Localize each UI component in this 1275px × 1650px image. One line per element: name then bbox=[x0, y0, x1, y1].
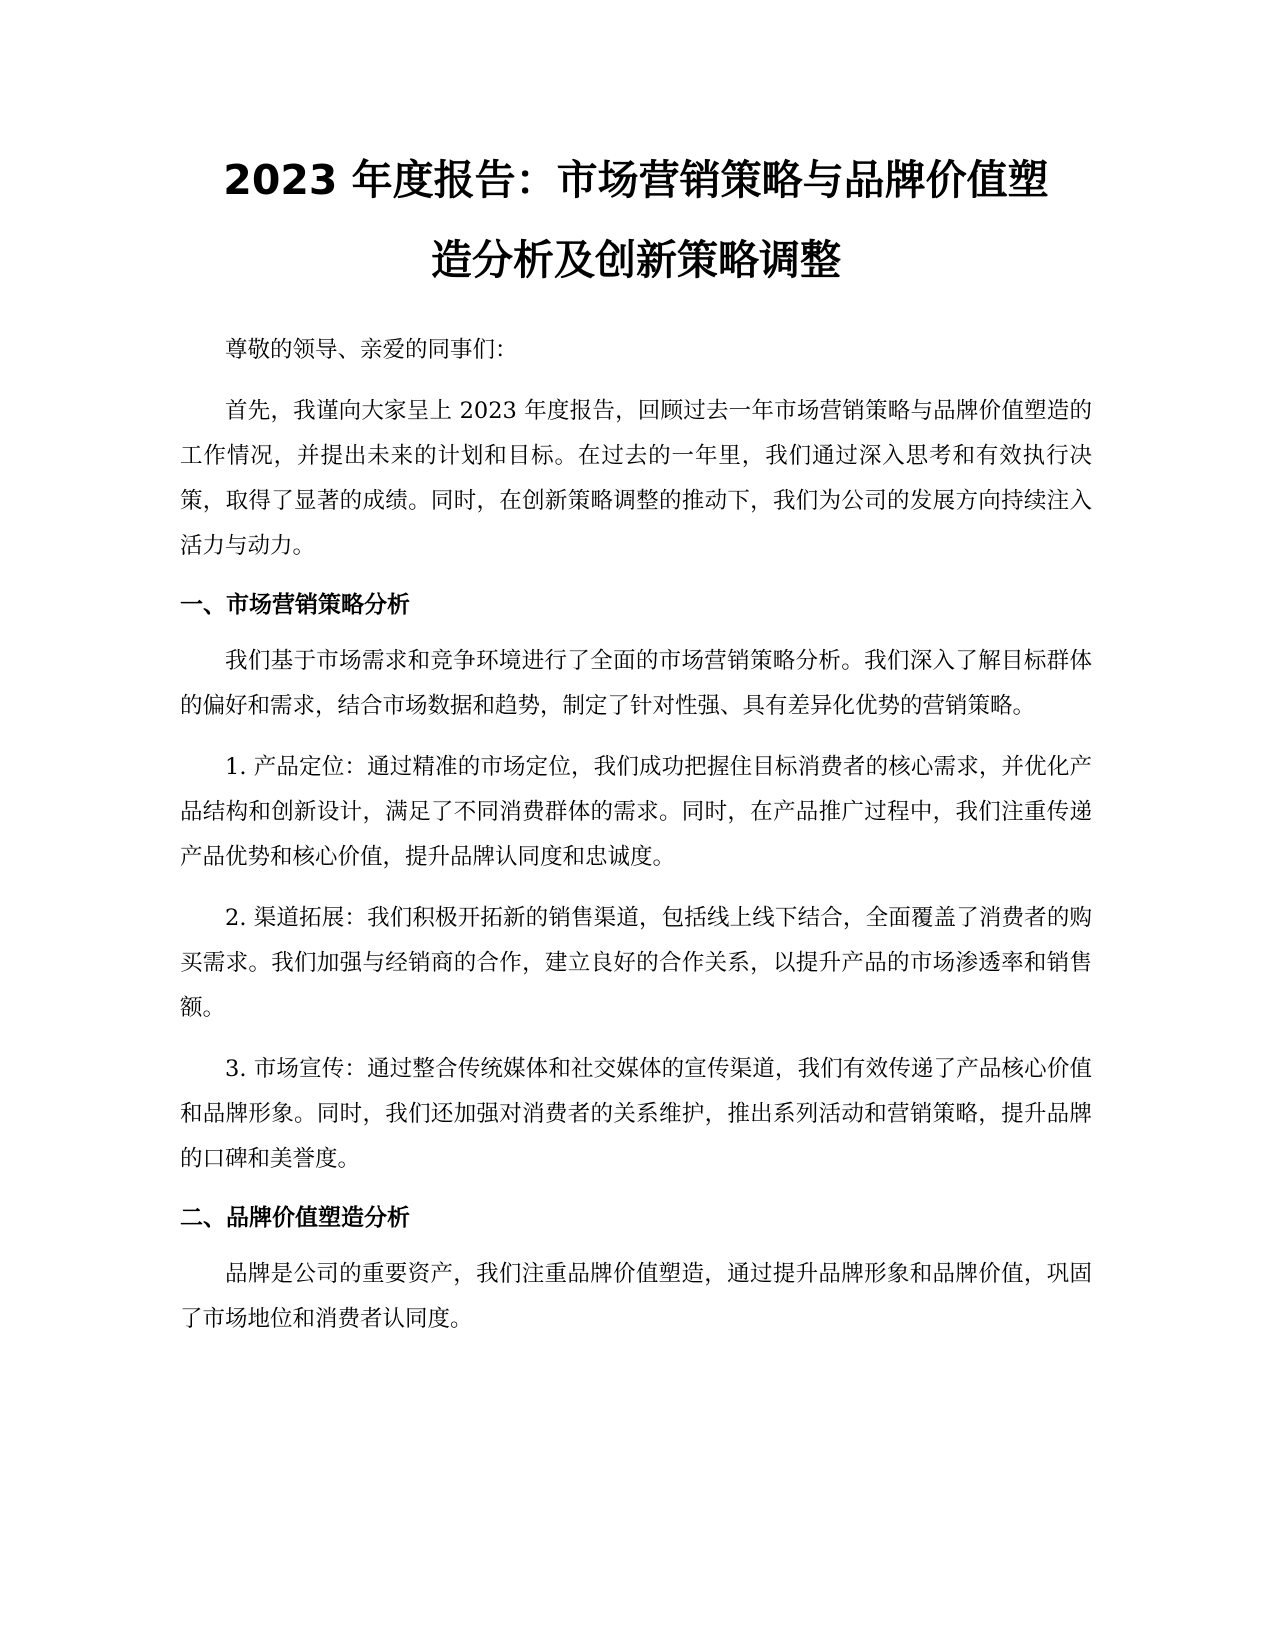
section-1-item-3: 3. 市场宣传：通过整合传统媒体和社交媒体的宣传渠道，我们有效传递了产品核心价值和品牌形象。同时，我们还加强对消费者的关系维护，推出系列活动和营销策略，提升品牌的口碑和美誉度。 bbox=[180, 1056, 1092, 1172]
section-1-item-1: 1. 产品定位：通过精准的市场定位，我们成功把握住目标消费者的核心需求，并优化产品结构和创新设计，满足了不同消费群体的需求。同时，在产品推广过程中，我们注重传递产品优势和核心价值，提升品牌认同度和忠诚度。 bbox=[180, 754, 1092, 870]
section-1-item-2: 2. 渠道拓展：我们积极开拓新的销售渠道，包括线上线下结合，全面覆盖了消费者的购买需求。我们加强与经销商的合作，建立良好的合作关系，以提升产品的市场渗透率和销售额。 bbox=[180, 905, 1092, 1021]
section-1-heading: 一、市场营销策略分析 bbox=[180, 592, 410, 618]
salutation: 尊敬的领导、亲爱的同事们： bbox=[225, 337, 518, 363]
title-line-1: 2023 年度报告：市场营销策略与品牌价值塑 bbox=[223, 156, 1049, 204]
section-1-intro: 我们基于市场需求和竞争环境进行了全面的市场营销策略分析。我们深入了解目标群体的偏好和需求，结合市场数据和趋势，制定了针对性强、具有差异化优势的营销策略。 bbox=[180, 648, 1092, 719]
title-line-2: 造分析及创新策略调整 bbox=[431, 236, 841, 284]
section-2-intro: 品牌是公司的重要资产，我们注重品牌价值塑造，通过提升品牌形象和品牌价值，巩固了市场地位和消费者认同度。 bbox=[180, 1261, 1092, 1332]
document-page bbox=[180, 140, 1092, 1358]
intro-paragraph: 首先，我谨向大家呈上 2023 年度报告，回顾过去一年市场营销策略与品牌价值塑造的工作情况，并提出未来的计划和目标。在过去的一年里，我们通过深入思考和有效执行决策，取得了显著的成绩。同时，在创新策略调整的推动下，我们为公司的发展方向持续注入活力与动力。 bbox=[180, 398, 1092, 559]
section-2-heading: 二、品牌价值塑造分析 bbox=[180, 1205, 410, 1231]
document-title bbox=[180, 140, 1092, 300]
